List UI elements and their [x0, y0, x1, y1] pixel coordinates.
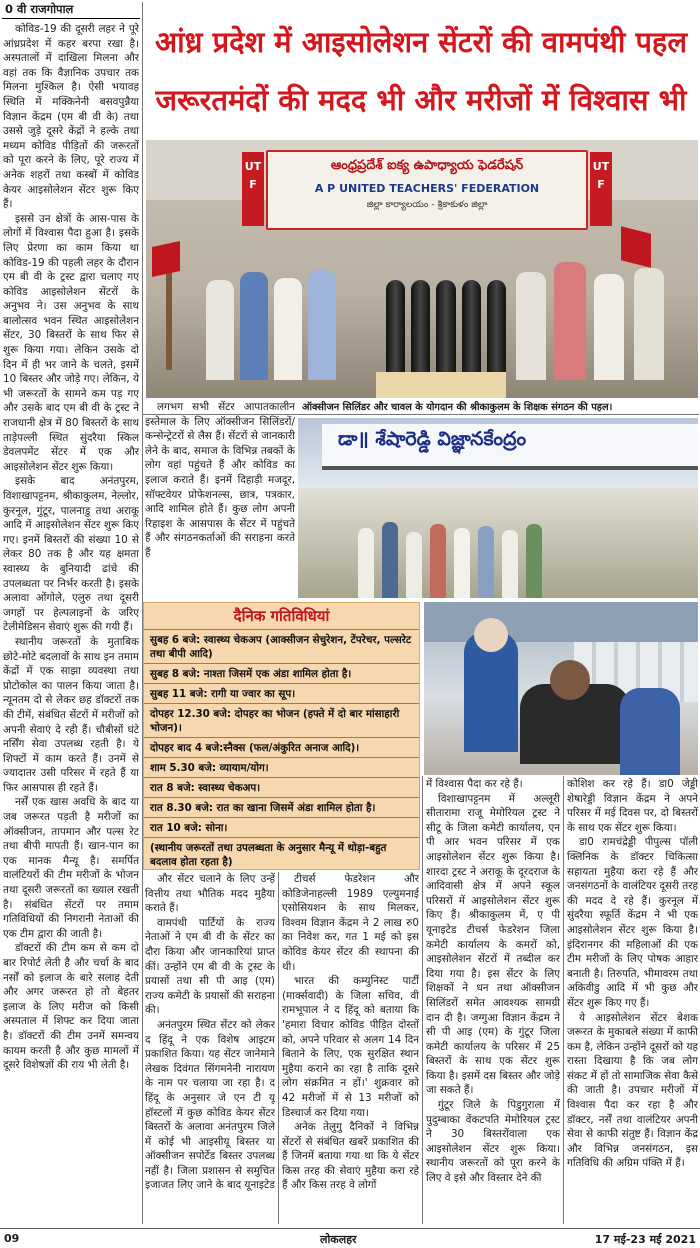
activity-note: (स्थानीय जरूरतों तथा उपलब्धता के अनुसार मैन्यू में थोड़ा-बहुत बदलाव होता रहता है)	[144, 837, 419, 872]
activity-item: दोपहर 12.30 बजे: दोपहर का भोजन (हफ्ते में दो बार मांसाहारी भोजन)।	[144, 703, 419, 737]
footer	[0, 1228, 700, 1248]
paragraph: विशाखापट्टनम में अल्लूरी सीतारामा राजू मेमोरियल ट्रस्ट ने सीटू के जिला कमेटी कार्यालय, एन पी आर भवन परिसर में एक आइसोलेशन सेंटर शुरू किया है। शारदा ट्रस्ट ने अराकू के दूरदराज के आदिवासी क्षेत्र में अपने स्कूल परिसरों में आइसोलेशन सेंटर शुरू किए हैं। श्रीकाकुलम में, ए पी यूनाइटेड टीचर्स फेडरेशन जिला कमेटी कार्यालय के कमरों को, आइसोलेशन सेंटरों में तब्दील कर दिया गया है। इस सेंटर के लिए शिक्षकों ने धन तथा ऑक्सीजन सिलिंडरों समेत आवश्यक सामग्री दान दी है। जग्गुआ विज्ञान केंद्रम ने सी पी आइ (एम) के गुंटूर जिला कमेटी कार्यालय के परिसर में 25 बिस्तरों के साथ एक सेंटर शुरू किया है। इसमें दस बिस्तर और जोड़े जा सकते हैं।	[426, 792, 560, 1097]
issue-date: 17 मई-23 मई 2021	[594, 1233, 696, 1246]
paragraph: अनेक तेलुगु दैनिकों ने विभिन्न सेंटरों से संबंधित खबरें प्रकाशित की हैं जिनमें बताया गया था कि ये सेंटर किस तरह की सेवाएं मुहैया करा रहे हैं और किस तरह वे लोगों	[282, 1121, 419, 1192]
column-2-bottom	[145, 872, 275, 1225]
activity-item: रात 8.30 बजे: रात का खाना जिसमें अंडा शामिल होता है।	[144, 797, 419, 817]
page-number: 09	[4, 1232, 20, 1245]
group-of-teachers	[516, 258, 686, 380]
paragraph: अनंतपुरम स्थित सेंटर को लेकर द हिंदू ने एक विशेष आइटम प्रकाशित किया। यह सेंटर जानेमाने लेखक दिवंगत सिंगमनेनी नारायण के नाम पर चलाया जा रहा है। द हिंदू के अनुसार जे एन टी यू हॉस्टलों में कुछ कोविड केयर सेंटर बिस्तरों के अलावा अनंतपुरम जिले में कोई भी आइसीयू बिस्तर या ऑक्सीजन सपोर्टेड बिस्तर उपलब्ध नहीं है। जिला प्रशासन से समुचित इजाजत लिए जाने के बाद यूनाइटेड	[145, 1018, 275, 1192]
paragraph: कोशिश कर रहे हैं। डा0 जेड्डी शेषारेड्डी विज्ञान केंद्रम ने अपने परिसर में मई दिवस पर, दो बिस्तरों के साथ एक सेंटर शुरू किया।	[567, 778, 698, 834]
photo-teachers-federation	[146, 140, 698, 398]
byline: 0 वी राजगोपाल	[2, 2, 140, 19]
paragraph: डा0 रामचंद्रेड्डी पीपुल्स पॉली क्लिनिक के डॉक्टर चिकित्सा सहायता मुहैया करा रहे हैं और जनसंगठनों के वालंटियर दूसरी तरह की मदद दे रहे हैं। कुरनूल में सुंदरैया स्फूर्ति केंद्रम ने भी एक आइसोलेशन सेंटर शुरू किया है। इंदिरानगर की महिलाओं की एक टीम मरीजों के लिए पोषक आहार बनाती है। तिरुपति, भीमावरम तथा अकिवीडु आदि में भी कुछ और सेंटर शुरू किए गए हैं।	[567, 836, 698, 1009]
paragraph: इससे उन क्षेत्रों के आस-पास के लोगों में विश्वास पैदा हुआ है। इसके लिए प्रेरणा का काम किया था कोविड-19 की पहली लहर के दौरान एम बी वी के ट्रस्ट द्वारा चलाए गए कोविड आइसोलेशन सेंटरों के अनुभव ने। उस अनुभव के साथ बालोत्सव भवन स्थित आइसोलेशन सेंटर, 30 बिस्तरों के साथ फिर से शुरू किया गया। लेकिन उसके दो दिन में ही भर जाने के चलते, इसमें 10 बिस्तर और जोड़े गए। लेकिन, ये भी जरूरतों के सामने कम पड़ गए और उसके बाद एम बी वी के ट्रस्ट ने राजधानी क्षेत्र में 80 बिस्तरों के साथ ताड़ेपल्ली स्थित सुंदरैया स्किल डेवलपमेंट सेंटर में एक और आइसोलेशन सेंटर शुरू किया।	[3, 212, 139, 473]
utf-logo-right: UTF	[590, 152, 612, 226]
daily-activities-box	[143, 602, 420, 870]
newspaper-name: लोकलहर	[320, 1233, 357, 1246]
activity-item: रात 8 बजे: स्वास्थ्य चेकअप।	[144, 777, 419, 797]
paragraph: टीचर्स फेडरेशन और कोडिजेनाहल्ली 1989 एल्युमनाई एसोसियशन के साथ मिलकर, विश्वम विज्ञान केंद्रम ने 2 लाख रु0 का निवेश कर, गत 1 मई को इस कोविड केयर सेंटर की स्थापना की थी।	[282, 873, 419, 973]
paragraph: डॉक्टरों की टीम कम से कम दो बार रिपोर्ट लेती है और चर्चा के बाद नर्सों को इलाज के बारे सलाह देती और अगर जरूरत हो तो बेहतर इलाज के लिए मरीज को किसी अस्पताल में शिफ्ट कर दिया जाता है। डॉक्टरों की टीम उनमें समन्वय कायम करती है और कुछ मामलों में दूसरे विशेषज्ञों की राय भी लेती है।	[3, 942, 139, 1072]
headline-line-2: जरूरतमंदों की मदद भी और मरीजों में विश्वास भी	[155, 83, 687, 117]
activity-item: दोपहर बाद 4 बजे:स्नैक्स (फल/अंकुरित अनाज आदि)।	[144, 737, 419, 757]
oxygen-cylinders	[386, 280, 506, 375]
red-flag	[152, 241, 180, 277]
photo-caption: ऑक्सीजन सिलिंडर और चावल के योगदान की श्रीकाकुलम के शिक्षक संगठन की पहल।	[302, 402, 613, 413]
box-title: दैनिक गतिविधियां	[233, 607, 330, 625]
photo-vignana-kendram	[298, 418, 698, 598]
banner-english: A P UNITED TEACHERS' FEDERATION	[314, 182, 540, 195]
paragraph: में विश्वास पैदा कर रहे हैं।	[426, 778, 523, 790]
paragraph: गुंटूर जिले के पिडुगुराला में पुदुम्बाका वेंकटपति मेमोरियल ट्रस्ट ने 30 बिस्तरोंवाला एक आइसोलेशन सेंटर शुरू किया। स्थानीय जरूरतों को पूरा करने के लिए वे इसे और विस्तार देने की	[426, 1099, 560, 1185]
paragraph: कोविड-19 की दूसरी लहर ने पूरे आंध्रप्रदेश में कहर बरपा रखा है। अस्पतालों में दाखिला मिलना और वहां तक कि वैज्ञानिक उपचार तक मिलना मुश्किल है। ऐसी भयावह स्थिति में मक्किनेनी बसवपुन्नैया विज्ञान केंद्रम (एम बी वी के) तथा उससे जुड़े दूसरे केंद्रों ने हल्के तथा मध्यम कोविड पीड़ितों की जरूरतों को पूरा करने के लिए, पूरे राज्य में अनेक शहरों तथा कस्बों में कोविड केयर आइसोलेशन सेंटर शुरू किए हैं।	[3, 23, 139, 211]
activity-item: सुबह 6 बजे: स्वास्थ्य चेकअप (आक्सीजन सेचुरेशन, टेंपरेचर, पल्सरेट तथा बीपी आदि)	[144, 629, 419, 663]
activity-item: शाम 5.30 बजे: व्यायाम/योग।	[144, 757, 419, 777]
column-5	[567, 777, 698, 1225]
column-3-bottom	[282, 872, 419, 1225]
paragraph: ये आइसोलेशन सेंटर बेशक जरूरत के मुकाबले संख्या में काफी कम है, लेकिन उन्होंने दूसरों को यह रास्ता दिखाया है कि जब लोग संकट में हों तो सामाजिक सेवा कैसे की जाती है। उपचार मरीजों में विश्वास पैदा कर रहा है और डॉक्टर, नर्सें तथा वालंटियर अपनी सेवा से काफी संतुष्ट हैं। विज्ञान केंद्र और विभिन्न जनसंगठन, इस गतिविधि की अग्रिम पंक्ति में हैं।	[567, 1011, 698, 1170]
paragraph: लगभग सभी सेंटर आपातकालीन इस्तेमाल के लिए ऑक्सीजन सिलिंडरों/कन्सेन्ट्रेटरों से लैस हैं। सेंटरों से जानकारी लेने के बाद, समाज के विभिन्न तबकों के लोग वहां पहुंचते हैं और कोविड का इलाज कराते हैं। इनमें दिहाड़ी मजदूर, सॉफ्टवेयर प्रोफेशनल्स, छात्र, पत्रकार, आदि शामिल होते हैं। कुछ लोग अपनी रिहाइश के आसपास के सेंटर में पहुंचते हैं और संगठनकर्ताओं की सराहना करते हैं	[145, 401, 295, 559]
activity-item: सुबह 8 बजे: नाश्ता जिसमें एक अंडा शामिल होता है।	[144, 663, 419, 683]
medical-staff	[620, 688, 680, 775]
banner-telugu: ఆంధ్రప్రదేశ్ ఐక్య ఉపాధ్యాయ ఫెడరేషన్	[330, 158, 524, 173]
utf-logo-left: UTF	[242, 152, 264, 226]
sign-telugu: డా॥ శేషారెడ్డి విజ్ఞానకేంద్రం	[338, 428, 527, 450]
group-of-people	[358, 514, 578, 598]
column-rule	[563, 776, 564, 1224]
headline-line-1: आंध्र प्रदेश में आइसोलेशन सेंटरों की वामपंथी पहल	[155, 25, 687, 59]
column-4	[426, 777, 560, 1225]
column-1	[3, 22, 139, 1225]
column-rule	[422, 776, 423, 1224]
photo-isolation-ward	[424, 602, 698, 775]
paragraph: भारत की कम्युनिस्ट पार्टी (मार्क्सवादी) के जिला सचिव, वी रामभूपाल ने द हिंदू को बताया कि 'हमारा विचार कोविड पीड़ित दोस्तों को, अपने परिवार से अलग 14 दिन बिताने के लिए, एक सुरक्षित स्थान मुहैया कराने का रहा है ताकि दूसरे लोग संक्रमित न हों।' शुक्रवार को 42 मरीजों में से 13 मरीजों को डिस्चार्ज कर दिया गया।	[282, 975, 419, 1119]
paragraph: नर्सें एक खास अवधि के बाद या जब जरूरत पड़ती है मरीजों का ऑक्सीजन, तापमान और पल्स रेट तथा बीपी मापती हैं। खान-पान का एक मानक मैन्यू है। समर्पित वालंटियरों की टीम मरीजों के भोजन तथा दूसरी जरूरतों का ख्याल रखती है। संबंधित सेंटरों पर तमाम गतिविधियों की निगरानी नेताओं की एक टीम द्वारा की जाती है।	[3, 796, 139, 940]
paragraph: इसके बाद अनंतपुरम, विशाखापट्टनम, श्रीकाकुलम, नेल्लोर, कुरनूल, गुंटूर, पालनाडु तथा अराकू आदि में आइसोलेशन सेंटर शुरू किए गए। इनमें बिस्तरों की संख्या 10 से लेकर 80 तक है और यह क्षमता स्वास्थ्य के बुनियादी ढांचे की उपलब्धता पर निर्भर करती है। इसके अलावा ओंगोले, एलुरु तथा दूसरी जगहों पर हेल्पलाइनों के जरिए टेलीमेडिसन सेवाएं शुरू की गयी हैं।	[3, 475, 139, 634]
column-2-top	[145, 400, 295, 598]
activity-item: सुबह 11 बजे: रागी या ज्वार का सूप।	[144, 683, 419, 703]
banner-sub: జిల్లా కార్యాలయం - శ్రీకాకుళం జిల్లా	[366, 200, 488, 210]
federation-banner	[266, 150, 588, 230]
paragraph: वामपंथी पार्टियों के राज्य नेताओं ने एम बी वी के सेंटर का दौरा किया और जानकारियां प्राप्त कीं। उन्होंने एम बी वी के ट्रस्ट के प्रयासों तथा सी पी आइ (एम) राज्य कमेटी के प्रयासों की सराहना की।	[145, 916, 275, 1017]
activity-item: रात 10 बजे: सोना।	[144, 817, 419, 837]
paragraph: स्थानीय जरूरतों के मुताबिक छोटे-मोटे बदलावों के साथ इन तमाम केंद्रों में एक साझा व्यवस्था तथा प्रोटोकोल का पालन किया जाता है। न्यूनतम दो से लेकर छह डॉक्टरों तक की टीमें, संबंधित सेंटरों में मरीजों को अपनी सेवाएं दे रही हैं। चौबीसों घंटे नर्सिंग सेवा उपलब्ध रहती है। ये शिफ्टों में काम करते हैं। उनमें से ज्यादातर उसी परिसर में रहते हैं या फिर आसपास ही रहते हैं।	[3, 635, 139, 794]
paragraph: और सेंटर चलाने के लिए उन्हें वित्तीय तथा भौतिक मदद मुहैया कराते हैं।	[145, 873, 275, 915]
column-rule	[278, 872, 279, 1224]
group-of-teachers	[206, 260, 366, 380]
rice-bags	[376, 372, 506, 398]
